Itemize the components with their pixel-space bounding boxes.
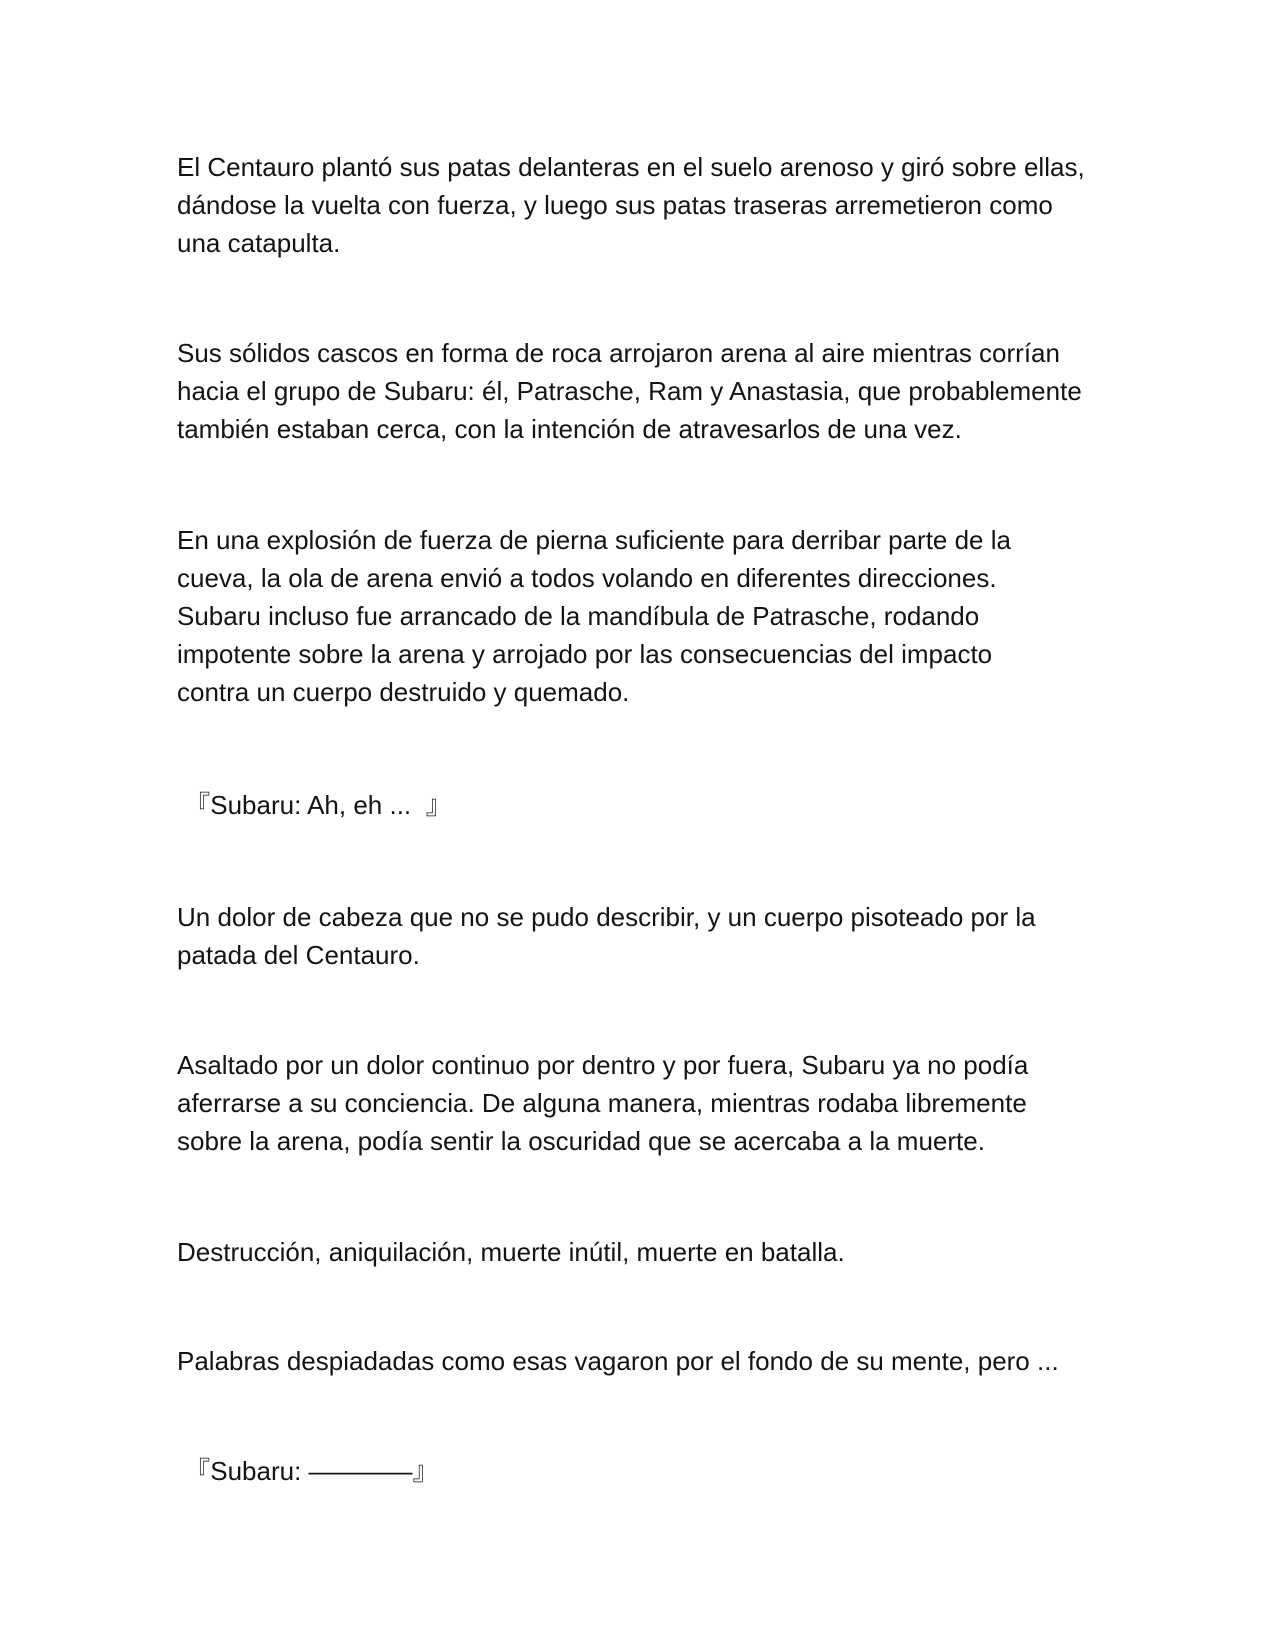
paragraph-3: En una explosión de fuerza de pierna suficiente para derribar parte de la cueva, la ola de arena envió a todos volando en diferentes direcciones. Subaru incluso fue arrancado de la mandíbula de Patrasche, rodando impotente sobre la arena y arrojado por las consecuencias del impacto contra un cuerpo destruido y quemado.: [177, 525, 1011, 707]
paragraph-6: Destrucción, aniquilación, muerte inútil, muerte en batalla.: [177, 1237, 845, 1267]
paragraph-5: Asaltado por un dolor continuo por dentro y por fuera, Subaru ya no podía aferrarse a su conciencia. De alguna manera, mientras rodaba libremente sobre la arena, podía sentir la oscuridad que se acercaba a la muerte.: [177, 1050, 1029, 1156]
paragraph-2: Sus sólidos cascos en forma de roca arrojaron arena al aire mientras corrían hacia el grupo de Subaru: él, Patrasche, Ram y Anastasia, que probablemente también estaban cerca, con la intención de atravesarlos de una vez.: [177, 338, 1082, 444]
paragraph-7: Palabras despiadadas como esas vagaron por el fondo de su mente, pero ...: [177, 1346, 1059, 1376]
dialogue-line-1: 『Subaru: Ah, eh ... 』: [177, 790, 452, 820]
paragraph-4: Un dolor de cabeza que no se pudo describir, y un cuerpo pisoteado por la patada del Centauro.: [177, 902, 1036, 970]
dialogue-line-2: 『Subaru: ————』: [177, 1456, 439, 1486]
paragraph-1: El Centauro plantó sus patas delanteras en el suelo arenoso y giró sobre ellas, dándose la vuelta con fuerza, y luego sus patas traseras arremetieron como una catapulta.: [177, 152, 1085, 258]
